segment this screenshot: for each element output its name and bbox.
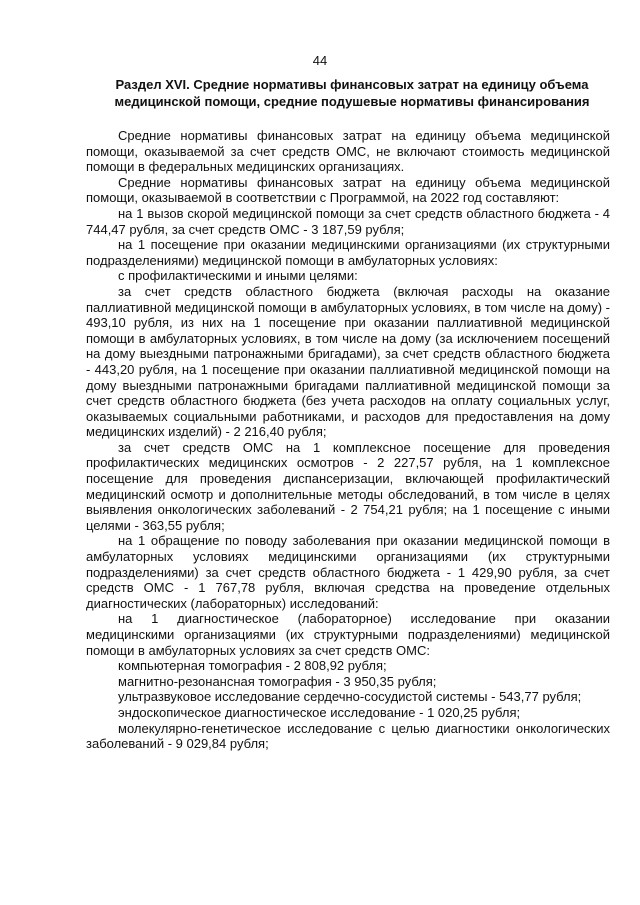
paragraph: за счет средств ОМС на 1 комплексное посещение для проведения профилактических медицинских осмотров - 2 227,57 рубля, на 1 комплексное посещение для проведения диспансеризации, включающей профилактический медицинский осмотр и дополнительные методы обследований, в том числе в целях выявления онкологических заболеваний - 2 754,21 рубля; на 1 посещение с иными целями - 363,55 рубля; — [86, 439, 610, 533]
paragraph: ультразвуковое исследование сердечно-сосудистой системы - 543,77 рубля; — [118, 689, 582, 705]
paragraph: компьютерная томография - 2 808,92 рубля; — [118, 658, 387, 674]
paragraph: Средние нормативы финансовых затрат на единицу объема медицинской помощи, оказываемой в соответствии с Программой, на 2022 год составляют: — [86, 174, 610, 206]
paragraph: эндоскопическое диагностическое исследование - 1 020,25 рубля; — [118, 704, 521, 720]
paragraph: Средние нормативы финансовых затрат на единицу объема медицинской помощи, оказываемой за счет средств ОМС, не включают стоимость медицинской помощи в федеральных медицинских организациях. — [86, 128, 610, 175]
paragraph: молекулярно-генетическое исследование с целью диагностики онкологических заболеваний - 9 029,84 рубля; — [86, 720, 610, 752]
paragraph: на 1 обращение по поводу заболевания при оказании медицинской помощи в амбулаторных условиях медицинскими организациями (их структурными подразделениями) за счет средств областного бюджета - 1 429,90 рубля, за счет средств ОМС - 1 767,78 рубля, включая средства на проведение отдельных диагностических (лабораторных) исследований: — [86, 533, 610, 611]
paragraph: на 1 вызов скорой медицинской помощи за счет средств областного бюджета - 4 744,47 рубля, за счет средств ОМС - 3 187,59 рубля; — [86, 205, 610, 237]
section-title: Раздел XVI. Средние нормативы финансовых затрат на единицу объема медицинской помощи, средние подушевые нормативы финансирования — [114, 77, 590, 109]
paragraph: за счет средств областного бюджета (включая расходы на оказание паллиативной медицинской помощи в амбулаторных условиях, в том числе на дому) - 493,10 рубля, из них на 1 посещение при оказании паллиативной медицинской помощи в амбулаторных условиях, в том числе на дому (за исключением посещений на дому выездными патронажными бригадами), за счет средств областного бюджета - 443,20 рубля, на 1 посещение при оказании паллиативной медицинской помощи на дому выездными патронажными бригадами паллиативной медицинской помощи за счет средств областного бюджета (без учета расходов на оплату социальных услуг, оказываемых социальными работниками, и расходов для предоставления на дому медицинских изделий) - 2 216,40 рубля; — [86, 283, 610, 440]
paragraph: на 1 посещение при оказании медицинскими организациями (их структурными подразделениями) медицинской помощи в амбулаторных условиях: — [86, 237, 610, 268]
body-text — [86, 128, 610, 752]
paragraph: на 1 диагностическое (лабораторное) исследование при оказании медицинскими организациями (их структурными подразделениями) медицинской помощи в амбулаторных условиях за счет средств ОМС: — [86, 611, 610, 658]
paragraph: магнитно-резонансная томография - 3 950,35 рубля; — [118, 673, 437, 689]
page-number: 44 — [312, 53, 328, 68]
paragraph: с профилактическими и иными целями: — [118, 268, 358, 284]
